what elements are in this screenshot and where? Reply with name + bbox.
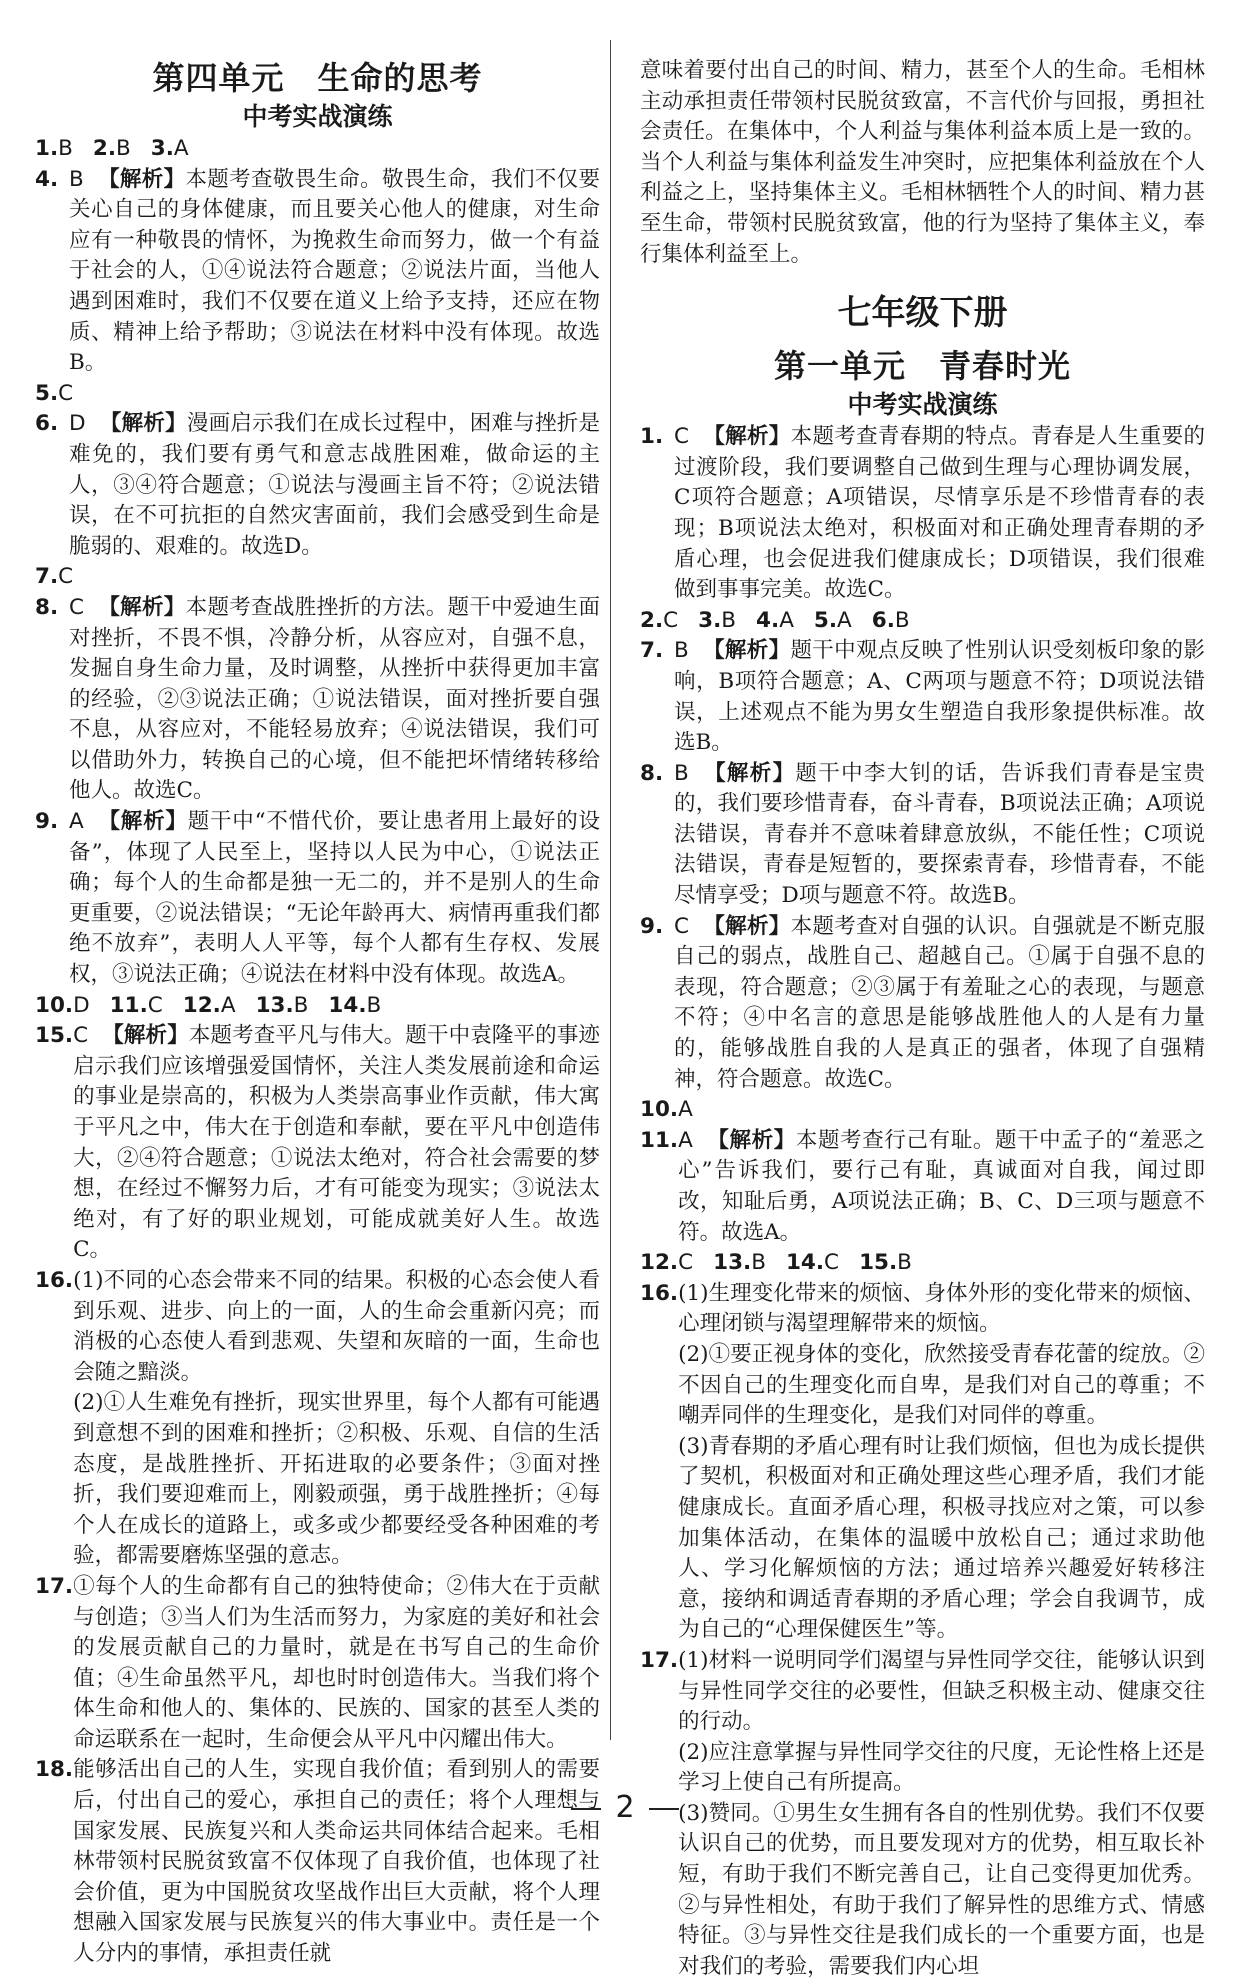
question-number: 15. [859, 1250, 898, 1276]
analysis-text: 题干中李大钊的话，告诉我们青春是宝贵的，我们要珍惜青春，奋斗青春，B项说法正确；A项说法错误，青春并不意味着肆意放纵，不能任性；C项说法错误，青春是短暂的，要探索青春，珍惜青春，不能尽情享受；D项与题意不符。故选B。 [674, 760, 1205, 909]
analysis-tag: 【解析】 [99, 411, 187, 437]
analysis-text: 本题考查战胜挫折的方法。题干中爱迪生面对挫折，不畏不惧，冷静分析，从容应对，自强不息，发掘自身生命力量，及时调整，从挫折中获得更加丰富的经验，②③说法正确；①说法错误，面对挫折要自强不息，从容应对，不能轻易放弃；④说法错误，我们可以借助外力，转换自己的心境，但不能把坏情绪转移给他人。故选C。 [69, 594, 600, 804]
answer-choice: B [69, 166, 84, 192]
answer-choice: C [674, 424, 690, 450]
page-footer [0, 1790, 1250, 1825]
answer-item [35, 807, 600, 991]
answer-item [35, 1572, 600, 1756]
answer-paragraph: (1)生理变化带来的烦恼、身体外形的变化带来的烦恼、心理闭锁与渴望理解带来的烦恼。 [678, 1280, 1205, 1337]
answer-line [69, 595, 600, 804]
unit-title-right: 第一单元 青春时光 [773, 347, 1071, 386]
answer-body [674, 422, 1205, 606]
answer-choice: A [173, 136, 189, 161]
question-number: 13. [255, 992, 294, 1018]
answer-item [640, 759, 1205, 912]
page-number: 2 [615, 1790, 635, 1825]
question-number: 18. [35, 1757, 74, 1783]
answer-line [69, 809, 600, 987]
answer-choice: C [58, 564, 74, 590]
analysis-tag: 【解析】 [98, 594, 186, 620]
analysis-tag: 【解析】 [97, 166, 186, 192]
answer-item [35, 593, 600, 807]
left-column [35, 56, 600, 1970]
question-number: 2. [640, 607, 664, 633]
answer-paragraph: (2)应注意掌握与异性同学交往的尺度，无论性格上还是学习上使自己有所提高。 [678, 1739, 1205, 1796]
answer-pair [756, 606, 794, 637]
answer-line [69, 411, 600, 558]
answer-line [674, 638, 1205, 755]
answer-body [73, 1755, 600, 1969]
question-number: 1. [640, 424, 664, 450]
answer-row [640, 606, 1205, 637]
answer-pair [35, 991, 90, 1022]
answer-paragraph: (1)材料一说明同学们渴望与异性同学交往，能够认识到与异性同学交往的必要性，但缺乏积极主动、健康交往的行动。 [678, 1647, 1205, 1735]
analysis-text: 本题考查平凡与伟大。题干中袁隆平的事迹启示我们应该增强爱国情怀，关注人类发展前途和命运的事业是崇高的，积极为人类崇高事业作贡献，伟大寓于平凡之中，伟大在于创造和奉献，要在平凡中创造伟大，②④符合题意；①说法太绝对，符合社会需要的梦想，在经过不懈努力后，才有可能变为现实；③说法太绝对，有了好的职业规划，可能成就美好人生。故选C。 [73, 1023, 600, 1263]
question-number: 7. [35, 564, 59, 590]
question-number: 8. [640, 760, 664, 786]
question-number: 17. [640, 1647, 679, 1673]
answer-choice: C [69, 594, 85, 620]
question-number: 3. [150, 136, 174, 161]
question-number: 3. [698, 607, 722, 633]
answer-pair [35, 562, 73, 593]
answer-item [35, 1021, 600, 1266]
question-number: 9. [640, 913, 664, 939]
answer-body [674, 759, 1205, 912]
answer-paragraph: (3)赞同。①男生女生拥有各自的性别优势。我们不仅要认识自己的优势，而且要发现对方的优势，相互取长补短，有助于我们不断完善自己，让自己变得更加优秀。②与异性相处，有助于我们了解异性的思维方式、情感特征。③与异性交往是我们成长的一个重要方面，也是对我们的考验，需要我们内心坦 [678, 1800, 1205, 1979]
question-number: 12. [640, 1250, 679, 1276]
analysis-tag: 【解析】 [703, 424, 791, 450]
answer-pair [35, 134, 73, 165]
answer-item [640, 422, 1205, 606]
answer-pair [110, 991, 163, 1022]
question-number: 16. [35, 1267, 74, 1293]
answer-choice: D [73, 992, 90, 1018]
answer-choice: A [69, 809, 84, 835]
answer-paragraph: (2)①要正视身体的变化，欣然接受青春花蕾的绽放。②不因自己的生理变化而自卑，是我们对自己的尊重；不嘲弄同伴的生理变化，是我们对同伴的尊重。 [678, 1341, 1205, 1429]
footer-dash-left [571, 1808, 601, 1810]
answer-body [69, 593, 600, 807]
question-number: 17. [35, 1573, 74, 1599]
answer-item [35, 1755, 600, 1969]
answer-choice: B [58, 136, 73, 161]
answer-item [640, 636, 1205, 758]
answer-row [35, 379, 600, 410]
answer-body [73, 1021, 600, 1266]
question-number: 14. [785, 1250, 825, 1276]
answer-pair [640, 606, 678, 637]
answer-choice: B [366, 992, 382, 1018]
analysis-tag: 【解析】 [702, 638, 791, 664]
answer-body [674, 636, 1205, 758]
answer-choice: C [58, 380, 74, 406]
answer-row [640, 1248, 1205, 1279]
answer-item [35, 1266, 600, 1572]
answer-choice: B [897, 1250, 912, 1276]
question-number: 5. [813, 607, 838, 633]
analysis-text: 漫画启示我们在成长过程中，困难与挫折是难免的，我们要有勇气和意志战胜困难，做命运的主人，③④符合题意；①说法与漫画主旨不符；②说法错误，在不可抗拒的自然灾害面前，我们会感受到生命是脆弱的、艰难的。故选D。 [69, 411, 600, 559]
analysis-tag: 【解析】 [706, 1127, 796, 1153]
answer-pair [151, 134, 189, 165]
answer-paragraph: (3)青春期的矛盾心理有时让我们烦恼，但也为成长提供了契机，积极面对和正确处理这些心理矛盾，我们才能健康成长。直面矛盾心理，积极寻找应对之策，可以参加集体活动，在集体的温暖中放松自己；通过求助他人、学习化解烦恼的方法；通过培养兴趣爱好转移注意，接纳和调适青春期的矛盾心理；学会自我调节，成为自己的“心理保健医生”等。 [678, 1433, 1205, 1643]
answer-line [674, 914, 1205, 1092]
unit-title-left: 第四单元 生命的思考 [152, 59, 483, 97]
answer-line [678, 1128, 1205, 1245]
answer-item [640, 1126, 1205, 1248]
answer-choice: C [147, 992, 163, 1018]
answer-pair [786, 1248, 839, 1279]
question-number: 15. [35, 1023, 74, 1049]
answer-choice: A [678, 1097, 693, 1123]
answer-item [640, 912, 1205, 1096]
answer-choice: B [751, 1250, 766, 1276]
answer-choice: A [779, 607, 794, 633]
answer-body [678, 1279, 1205, 1646]
question-number: 5. [35, 380, 59, 406]
answer-paragraph: ①每个人的生命都有自己的独特使命；②伟大在于贡献与创造；③当人们为生活而努力，为家庭的美好和社会的发展贡献自己的力量时，就是在书写自己的生命价值；④生命虽然平凡，却也时时创造伟大。当我们将个体生命和他人的、集体的、民族的、国家的甚至人类的命运联系在一起时，生命便会从平凡中闪耀出伟大。 [73, 1573, 600, 1752]
left-answer-list [35, 134, 600, 1970]
right-answer-list [640, 422, 1205, 1982]
answer-pair [640, 1248, 693, 1279]
answer-line [674, 424, 1205, 602]
answer-pair [713, 1248, 766, 1279]
answer-line [73, 1023, 600, 1262]
answer-choice: A [837, 607, 852, 633]
question-number: 8. [35, 594, 59, 620]
answer-choice: B [674, 638, 689, 664]
question-number: 11. [640, 1127, 679, 1153]
answer-pair [814, 606, 852, 637]
answer-body [69, 165, 600, 379]
question-number: 14. [328, 992, 367, 1018]
answer-line [69, 167, 600, 376]
analysis-text: 本题考查行己有耻。题干中孟子的“羞恶之心”告诉我们，要行己有耻，真诚面对自我，闻过即改，知耻后勇，A项说法正确；B、C、D三项与题意不符。故选A。 [678, 1127, 1205, 1245]
question-number: 2. [92, 136, 117, 161]
answer-choice: C [73, 1023, 89, 1049]
section-subtitle-right: 中考实战演练 [847, 390, 998, 420]
answer-pair [640, 1095, 693, 1126]
question-number: 10. [640, 1097, 679, 1123]
footer-dash-right [649, 1808, 679, 1810]
section-subtitle-left: 中考实战演练 [242, 102, 393, 131]
answer-choice: A [678, 1127, 693, 1153]
answer-row [640, 1095, 1205, 1126]
answer-paragraph: 能够活出自己的人生，实现自我价值；看到别人的需要后，付出自己的爱心，承担自己的责任；将个人理想与国家发展、民族复兴和人类命运共同体结合起来。毛相林带领村民脱贫致富不仅体现了自我价值，也体现了社会价值，更为中国脱贫攻坚战作出巨大贡献，将个人理想融入国家发展与民族复兴的伟大事业中。责任是一个人分内的事情，承担责任就 [73, 1757, 600, 1967]
analysis-text: 题干中“不惜代价，要让患者用上最好的设备”，体现了人民至上，坚持以人民为中心，①说法正确；每个人的生命都是独一无二的，并不是别人的生命更重要，②说法错误；“无论年龄再大、病情再重我们都绝不放弃”，表明人人平等，每个人都有生存权、发展权，③说法正确；④说法在材料中没有体现。故选A。 [69, 809, 600, 988]
question-number: 4. [756, 607, 780, 633]
question-number: 6. [35, 411, 59, 437]
answer-choice: B [116, 136, 131, 161]
column-divider [610, 40, 611, 1740]
grade-title: 七年级下册 [837, 293, 1008, 334]
answer-pair [256, 991, 309, 1022]
answer-paragraph: (2)①人生难免有挫折，现实世界里，每个人都有可能遇到意想不到的困难和挫折；②积极、乐观、自信的生活态度，是战胜挫折、开拓进取的必要条件；③面对挫折，我们要迎难而上，刚毅顽强，勇于战胜挫折；④每个人在成长的道路上，或多或少都要经受各种困难的考验，都需要磨炼坚强的意志。 [73, 1390, 600, 1569]
analysis-tag: 【解析】 [702, 760, 796, 786]
question-number: 6. [871, 607, 895, 633]
answer-choice: D [69, 411, 86, 437]
answer-body [69, 409, 600, 562]
answer-pair [328, 991, 381, 1022]
analysis-tag: 【解析】 [97, 809, 188, 835]
answer-choice: B [674, 760, 689, 786]
analysis-tag: 【解析】 [703, 913, 791, 939]
answer-choice: C [674, 913, 690, 939]
question-number: 16. [640, 1280, 679, 1306]
question-number: 7. [640, 638, 664, 664]
answer-body [69, 807, 600, 991]
answer-body [73, 1266, 600, 1572]
answer-paragraph: (1)不同的心态会带来不同的结果。积极的心态会使人看到乐观、进步、向上的一面，人的生命会重新闪亮；而消极的心态使人看到悲观、失望和灰暗的一面，生命也会随之黯淡。 [73, 1267, 600, 1385]
continued-answer-text: 意味着要付出自己的时间、精力，甚至个人的生命。毛相林主动承担责任带领村民脱贫致富，不言代价与回报，勇担社会责任。在集体中，个人利益与集体利益本质上是一致的。当个人利益与集体利益发生冲突时，应把集体利益放在个人利益之上，坚持集体主义。毛相林牺牲个人的时间、精力甚至生命，带领村民脱贫致富，他的行为坚持了集体主义，奉行集体利益至上。 [640, 58, 1205, 267]
answer-body [674, 912, 1205, 1096]
answer-row [35, 991, 600, 1022]
question-number: 4. [35, 166, 59, 192]
question-number: 11. [109, 992, 148, 1018]
answer-item [640, 1279, 1205, 1646]
answer-choice: B [293, 992, 309, 1018]
question-number: 10. [35, 992, 74, 1018]
answer-body [73, 1572, 600, 1756]
analysis-tag: 【解析】 [102, 1023, 189, 1049]
answer-body [678, 1126, 1205, 1248]
answer-item [35, 409, 600, 562]
answer-pair [872, 606, 910, 637]
answer-pair [698, 606, 736, 637]
answer-pair [35, 379, 73, 410]
question-number: 9. [35, 809, 59, 835]
answer-line [674, 761, 1205, 908]
analysis-text: 本题考查敬畏生命。敬畏生命，我们不仅要关心自己的身体健康，而且要关心他人的健康，对生命应有一种敬畏的情怀，为挽救生命而努力，做一个有益于社会的人，①④说法符合题意；②说法片面，当他人遇到困难时，我们不仅要在道义上给予支持，还应在物质、精神上给予帮助；③说法在材料中没有体现。故选B。 [69, 166, 600, 376]
answer-choice: C [678, 1250, 694, 1276]
analysis-text: 题干中观点反映了性别认识受刻板印象的影响，B项符合题意；A、C两项与题意不符；D项说法错误，上述观点不能为男女生塑造自我形象提供标准。故选B。 [674, 638, 1205, 756]
right-column [640, 56, 1205, 1982]
answer-item [35, 165, 600, 379]
question-number: 1. [35, 136, 59, 161]
answer-pair [93, 134, 131, 165]
analysis-text: 本题考查对自强的认识。自强就是不断克服自己的弱点，战胜自己、超越自己。①属于自强不息的表现，符合题意；②③属于有羞耻之心的表现，与题意不符；④中名言的意思是能够战胜他人的人是有力量的，能够战胜自我的人是真正的强者，体现了自强精神，符合题意。故选C。 [674, 913, 1205, 1092]
answer-choice: B [721, 607, 737, 633]
answer-row [35, 562, 600, 593]
question-number: 12. [182, 992, 221, 1018]
answer-pair [183, 991, 236, 1022]
analysis-text: 本题考查青春期的特点。青春是人生重要的过渡阶段，我们要调整自己做到生理与心理协调发展，C项符合题意；A项错误，尽情享乐是不珍惜青春的表现；B项说法太绝对，积极面对和正确处理青春期的矛盾心理，也会促进我们健康成长；D项错误，我们很难做到事事完美。故选C。 [674, 424, 1205, 603]
answer-row [35, 134, 600, 165]
answer-choice: C [663, 607, 679, 633]
answer-pair [859, 1248, 912, 1279]
answer-choice: A [220, 992, 236, 1018]
answer-choice: C [824, 1250, 840, 1276]
answer-choice: B [894, 607, 910, 633]
question-number: 13. [713, 1250, 752, 1276]
